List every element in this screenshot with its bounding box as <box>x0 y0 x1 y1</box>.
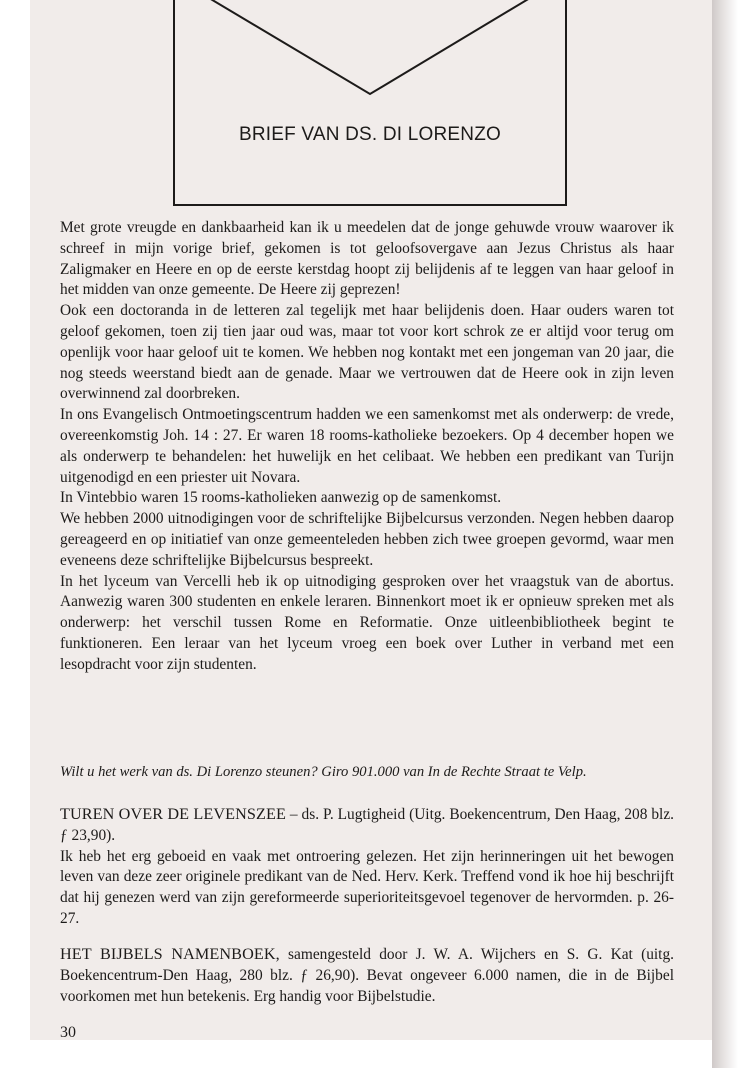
review-heading <box>60 804 674 847</box>
letter-body <box>60 218 674 676</box>
letter-paragraph: Met grote vreugde en dankbaarheid kan ik u meedelen dat de jonge gehuwde vrouw waarover ik schreef in mijn vorige brief, gekomen is tot geloofsovergave aan Jezus Christus als haar Zaligmaker en Heere en op de eerste kerstdag hoopt zij belijdenis af te leggen van haar geloof in het midden van onze gemeente. De Heere zij geprezen! <box>60 219 674 299</box>
review-details: – ds. P. Lugtigheid (Uitg. Boekencentrum, Den Haag, 208 blz. ƒ 23,90). <box>60 806 675 844</box>
letter-paragraph: Ook een doctoranda in de letteren zal tegelijk met haar belijdenis doen. Haar ouders waren tot geloof gekomen, toen zij tien jaar oud was, maar tot voor kort schrok ze er altijd voor terug om openlijk voor haar geloof uit te komen. We hebben nog kontakt met een jongeman van 20 jaar, die nog steeds weerstand biedt aan de genade. Maar we vertrouwen dat de Heere ook in zijn leven overwinnend zal doorbreken. <box>60 302 674 403</box>
review-heading <box>60 944 674 1007</box>
support-note: Wilt u het werk van ds. Di Lorenzo steunen? Giro 901.000 van In de Rechte Straat te Velp. <box>60 764 587 780</box>
book-review <box>60 804 674 930</box>
letter-paragraph: In ons Evangelisch Ontmoetingscentrum hadden we een samenkomst met als onderwerp: de vrede, overeenkomstig Joh. 14 : 27. Er waren 18 rooms-katholieke bezoekers. Op 4 december hopen we als onderwerp te behandelen: het huwelijk en het celibaat. We hebben een predikant van Turijn uitgenodigd en een priester uit Novara. <box>60 406 674 486</box>
book-review <box>60 944 674 1007</box>
letter-paragraph: We hebben 2000 uitnodigingen voor de schriftelijke Bijbelcursus verzonden. Negen hebben daarop gereageerd en op initiatief van onze gemeenteleden hebben zich twee groepen gevormd, waar men eveneens deze schriftelijke Bijbelcursus bespreekt. <box>60 510 674 569</box>
page-title: BRIEF VAN DS. DI LORENZO <box>238 124 502 145</box>
page-edge-shadow <box>712 0 738 1068</box>
review-title: HET BIJBELS NAMENBOEK, <box>60 945 280 963</box>
review-title: TUREN OVER DE LEVENSZEE <box>60 805 286 823</box>
letter-paragraph: In het lyceum van Vercelli heb ik op uitnodiging gesproken over het vraagstuk van de abortus. Aanwezig waren 300 studenten en enkele leraren. Binnenkort moet ik er opnieuw spreken met als onderwerp: het verschil tussen Rome en Reformatie. Onze uitleenbibliotheek begint te funktioneren. Een leraar van het lyceum vroeg een boek over Luther in verband met een lesopdracht voor zijn studenten. <box>60 572 674 673</box>
envelope-frame <box>173 0 567 206</box>
letter-paragraph: In Vintebbio waren 15 rooms-katholieken aanwezig op de samenkomst. <box>60 489 502 507</box>
review-details: samengesteld door J. W. A. Wijchers en S. G. Kat (uitg. Boekencentrum-Den Haag, 280 blz. ƒ 26,90). Bevat ongeveer 6.000 namen, die in de Bijbel voorkomen met hun betekenis. Erg handig voor Bijbelstudie. <box>60 946 674 1005</box>
page-number: 30 <box>60 1024 76 1041</box>
review-text: Ik heb het erg geboeid en vaak met ontroering gelezen. Het zijn herinneringen uit het bewogen leven van deze zeer originele predikant van de Ned. Herv. Kerk. Treffend vond ik hoe hij beschrijft dat hij genezen werd van zijn gereformeerde superioriteitsgevoel tegenover de hervormden. p. 26-27. <box>60 847 674 927</box>
envelope-flap-icon <box>175 0 565 204</box>
